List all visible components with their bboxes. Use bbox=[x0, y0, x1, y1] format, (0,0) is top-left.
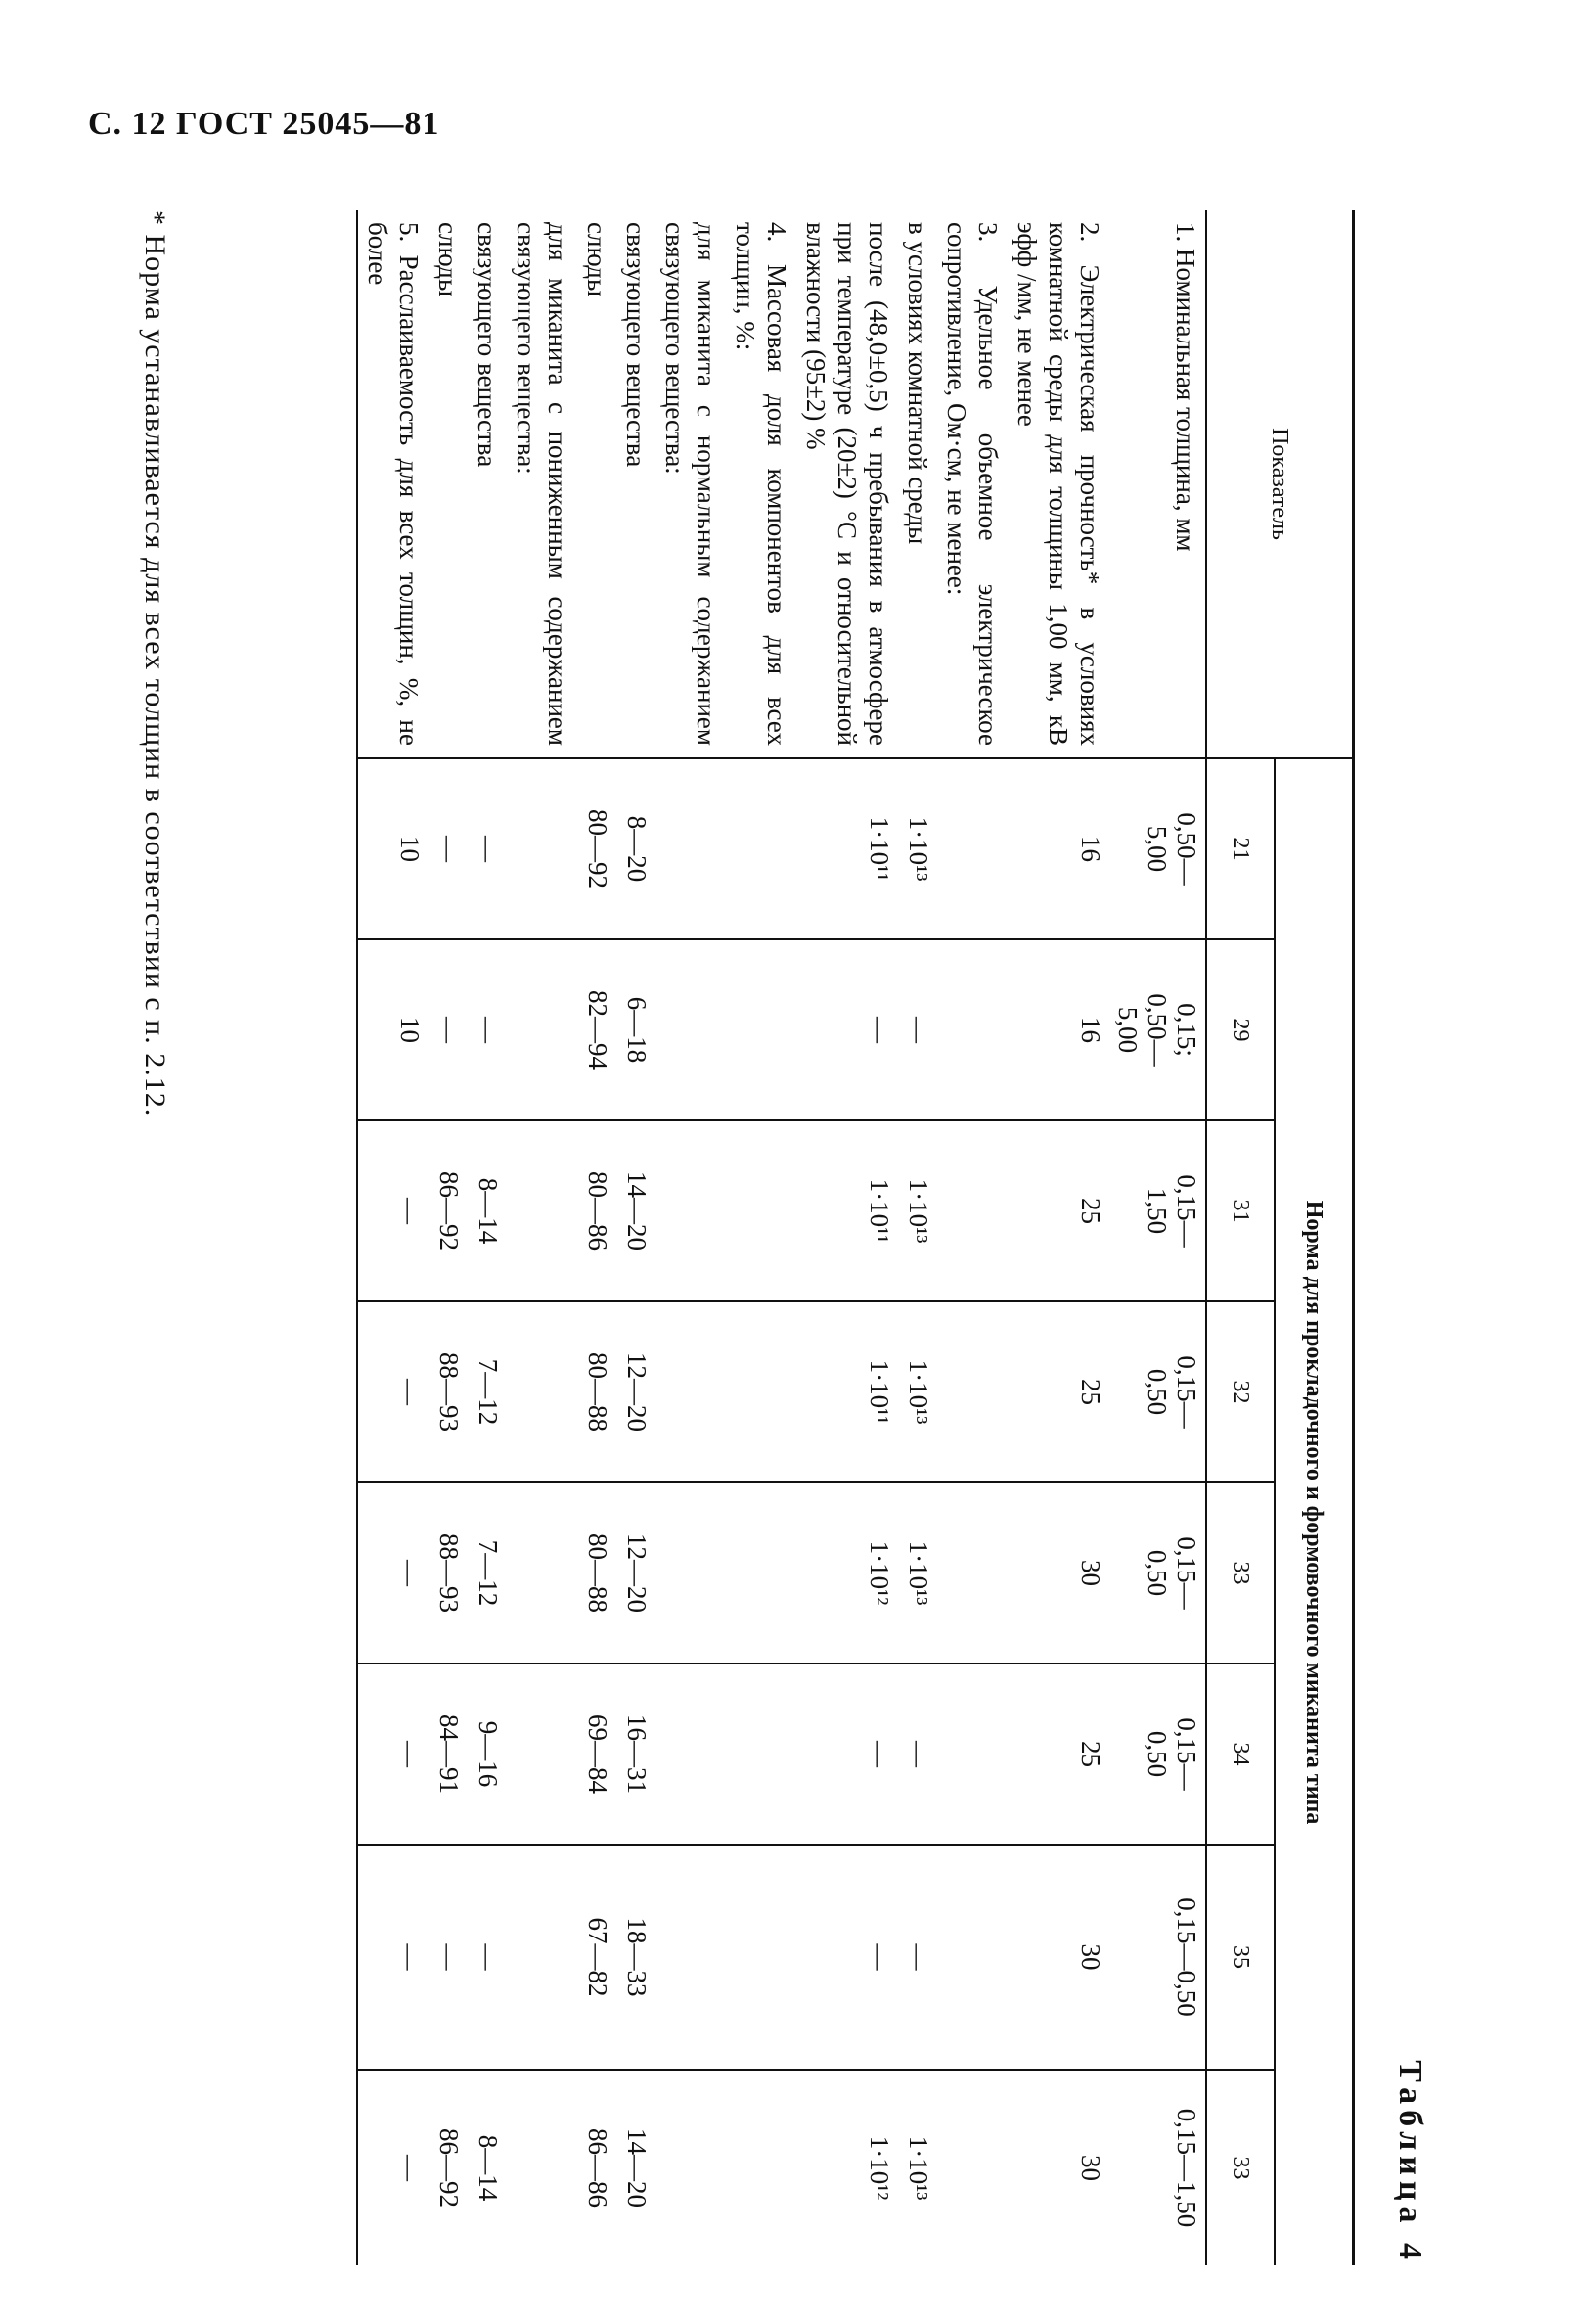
brand-header: 31 bbox=[1206, 1120, 1275, 1301]
value-cell bbox=[898, 758, 937, 939]
value-cell bbox=[937, 1301, 1008, 1482]
value-cell bbox=[898, 1482, 937, 1663]
value-cell bbox=[507, 1301, 577, 1482]
value-cell bbox=[1109, 1120, 1206, 1301]
table-body bbox=[357, 210, 1206, 2265]
value-cell bbox=[655, 1120, 726, 1301]
table-row bbox=[1109, 210, 1206, 2265]
value-cell bbox=[507, 1482, 577, 1663]
value-line: 0,50 bbox=[1143, 1368, 1172, 1416]
value-line: 0,15—1,50 bbox=[1172, 2108, 1201, 2228]
value-cell bbox=[898, 1663, 937, 1845]
value-cell bbox=[428, 1845, 468, 2070]
value-line: 0,50 bbox=[1143, 1549, 1172, 1597]
brand-header: 32 bbox=[1206, 1301, 1275, 1482]
value-cell bbox=[937, 1663, 1008, 1845]
value-line: 5,00 bbox=[1113, 1006, 1143, 1054]
value-cell bbox=[507, 1120, 577, 1301]
value-cell bbox=[428, 1482, 468, 1663]
value-line: — bbox=[904, 1741, 933, 1767]
brand-header: 29 bbox=[1206, 939, 1275, 1120]
table-row bbox=[468, 210, 507, 2265]
value-cell bbox=[468, 939, 507, 1120]
table-row bbox=[726, 210, 796, 2265]
indicator-label: слюды bbox=[428, 210, 468, 758]
value-cell bbox=[616, 2070, 655, 2265]
value-cell bbox=[937, 1845, 1008, 2070]
value-line: — bbox=[473, 1017, 503, 1043]
table-caption: Таблица 4 bbox=[1392, 2060, 1428, 2265]
table-row bbox=[357, 210, 428, 2265]
value-cell bbox=[1109, 1482, 1206, 1663]
value-line: 30 bbox=[1076, 1943, 1105, 1971]
value-cell bbox=[898, 2070, 937, 2265]
value-cell bbox=[937, 1120, 1008, 1301]
value-cell bbox=[507, 2070, 577, 2265]
value-line: — bbox=[904, 1943, 933, 1971]
value-line: 69—84 bbox=[583, 1714, 612, 1794]
value-cell bbox=[577, 939, 616, 1120]
value-line: — bbox=[473, 1943, 503, 1971]
value-cell bbox=[796, 2070, 898, 2265]
value-cell bbox=[1008, 1845, 1109, 2070]
value-cell bbox=[898, 1845, 937, 2070]
brand-header: 21 bbox=[1206, 758, 1275, 939]
value-line: — bbox=[434, 836, 464, 862]
value-cell bbox=[1008, 1482, 1109, 1663]
value-cell bbox=[655, 939, 726, 1120]
value-cell bbox=[898, 939, 937, 1120]
value-line: 1·10¹³ bbox=[904, 816, 933, 882]
indicator-label: связующего вещества bbox=[468, 210, 507, 758]
value-cell bbox=[468, 1120, 507, 1301]
value-cell bbox=[468, 758, 507, 939]
table-row bbox=[655, 210, 726, 2265]
value-line: 18—33 bbox=[622, 1917, 652, 1997]
value-cell bbox=[726, 758, 796, 939]
value-line: 1·10¹² bbox=[865, 1540, 894, 1606]
brand-header: 33 bbox=[1206, 2070, 1275, 2265]
value-line: — bbox=[395, 1379, 425, 1405]
value-cell bbox=[577, 758, 616, 939]
value-line: 8—20 bbox=[622, 815, 652, 883]
value-cell bbox=[796, 1845, 898, 2070]
value-cell bbox=[616, 758, 655, 939]
value-cell bbox=[1008, 1301, 1109, 1482]
value-cell bbox=[428, 1120, 468, 1301]
value-cell bbox=[577, 1482, 616, 1663]
value-cell bbox=[937, 939, 1008, 1120]
value-cell bbox=[577, 1120, 616, 1301]
value-line: 80—88 bbox=[583, 1533, 612, 1613]
value-line: 80—92 bbox=[583, 809, 612, 889]
indicator-label: 1. Номинальная толщина, мм bbox=[1109, 210, 1206, 758]
indicator-header: Показатель bbox=[1206, 210, 1354, 758]
value-line: 82—94 bbox=[583, 990, 612, 1070]
rotated-table-block bbox=[112, 210, 1428, 2265]
value-cell bbox=[937, 1482, 1008, 1663]
value-line: 5,00 bbox=[1143, 825, 1172, 873]
value-cell bbox=[1008, 758, 1109, 939]
value-cell bbox=[507, 1845, 577, 2070]
value-line: — bbox=[395, 1741, 425, 1767]
indicator-label: 3. Удельное объемное электрическое сопротивление, Ом·см, не менее: bbox=[937, 210, 1008, 758]
brand-header: 34 bbox=[1206, 1663, 1275, 1845]
value-cell bbox=[796, 1663, 898, 1845]
indicator-label: для миканита с нормальным содержанием связующего вещества: bbox=[655, 210, 726, 758]
value-cell bbox=[616, 1845, 655, 2070]
value-line: 14—20 bbox=[622, 2128, 652, 2209]
value-cell bbox=[577, 1663, 616, 1845]
value-cell bbox=[1109, 1845, 1206, 2070]
value-cell bbox=[655, 1845, 726, 2070]
value-cell bbox=[428, 1301, 468, 1482]
value-line: 25 bbox=[1076, 1741, 1105, 1767]
value-cell bbox=[937, 758, 1008, 939]
indicator-label: для миканита с пониженным содержанием связующего вещества: bbox=[507, 210, 577, 758]
value-line: 0,15— bbox=[1172, 1717, 1201, 1791]
value-line: 0,50 bbox=[1143, 1730, 1172, 1778]
value-cell bbox=[468, 1845, 507, 2070]
value-cell bbox=[655, 1663, 726, 1845]
value-cell bbox=[1109, 1663, 1206, 1845]
value-line: 0,50— bbox=[1143, 993, 1172, 1067]
value-line: 16 bbox=[1076, 1017, 1105, 1043]
indicator-label: 4. Массовая доля компонентов для всех толщин, %: bbox=[726, 210, 796, 758]
value-cell bbox=[357, 1845, 428, 2070]
table-row bbox=[796, 210, 898, 2265]
value-line: — bbox=[395, 2155, 425, 2182]
value-cell bbox=[796, 1120, 898, 1301]
value-line: 16 bbox=[1076, 836, 1105, 862]
value-line: 1·10¹³ bbox=[904, 1540, 933, 1606]
table-row bbox=[577, 210, 616, 2265]
value-cell bbox=[357, 2070, 428, 2265]
value-line: — bbox=[865, 1943, 894, 1971]
value-line: 12—20 bbox=[622, 1533, 652, 1613]
value-line: 8—14 bbox=[473, 1177, 503, 1245]
value-cell bbox=[1109, 1301, 1206, 1482]
page-header: С. 12 ГОСТ 25045—81 bbox=[88, 106, 440, 142]
value-line: 0,50— bbox=[1172, 812, 1201, 886]
value-line: 1,50 bbox=[1143, 1187, 1172, 1235]
table-row bbox=[428, 210, 468, 2265]
value-line: 0,15— bbox=[1172, 1174, 1201, 1248]
value-line: 80—86 bbox=[583, 1171, 612, 1251]
value-cell bbox=[726, 1845, 796, 2070]
value-line: 1·10¹³ bbox=[904, 1359, 933, 1425]
value-line: 0,15—0,50 bbox=[1172, 1897, 1201, 2017]
value-line: 1·10¹¹ bbox=[865, 1178, 894, 1244]
table-row bbox=[616, 210, 655, 2265]
value-cell bbox=[726, 1482, 796, 1663]
value-line: 25 bbox=[1076, 1379, 1105, 1405]
value-cell bbox=[507, 1663, 577, 1845]
indicator-label: связующего вещества bbox=[616, 210, 655, 758]
value-line: 86—86 bbox=[583, 2128, 612, 2209]
value-cell bbox=[726, 1301, 796, 1482]
value-cell bbox=[616, 939, 655, 1120]
value-line: — bbox=[395, 1560, 425, 1586]
value-cell bbox=[726, 1663, 796, 1845]
value-line: 1·10¹² bbox=[865, 2135, 894, 2201]
value-cell bbox=[507, 939, 577, 1120]
value-cell bbox=[937, 2070, 1008, 2265]
value-cell bbox=[616, 1482, 655, 1663]
value-cell bbox=[1109, 758, 1206, 939]
value-cell bbox=[655, 1482, 726, 1663]
value-cell bbox=[898, 1120, 937, 1301]
value-cell bbox=[428, 1663, 468, 1845]
value-line: 14—20 bbox=[622, 1171, 652, 1251]
value-cell bbox=[796, 1301, 898, 1482]
brand-header: 35 bbox=[1206, 1845, 1275, 2070]
value-line: 10 bbox=[395, 1017, 425, 1043]
value-cell bbox=[428, 939, 468, 1120]
value-line: 67—82 bbox=[583, 1917, 612, 1997]
value-line: 1·10¹¹ bbox=[865, 816, 894, 882]
value-cell bbox=[796, 758, 898, 939]
table-row bbox=[1008, 210, 1109, 2265]
indicator-label: слюды bbox=[577, 210, 616, 758]
value-cell bbox=[796, 1482, 898, 1663]
value-line: — bbox=[434, 1943, 464, 1971]
value-line: — bbox=[865, 1017, 894, 1043]
value-cell bbox=[468, 1482, 507, 1663]
value-cell bbox=[1008, 1663, 1109, 1845]
value-cell bbox=[655, 1301, 726, 1482]
value-cell bbox=[655, 758, 726, 939]
value-line: 1·10¹¹ bbox=[865, 1359, 894, 1425]
value-cell bbox=[468, 1301, 507, 1482]
norm-header: Норма для прокладочного и формовочного миканита типа bbox=[1275, 758, 1354, 2265]
value-cell bbox=[1109, 939, 1206, 1120]
value-line: 12—20 bbox=[622, 1352, 652, 1432]
value-line: 1·10¹³ bbox=[904, 2135, 933, 2201]
value-cell bbox=[616, 1301, 655, 1482]
value-cell bbox=[616, 1120, 655, 1301]
value-line: — bbox=[395, 1198, 425, 1224]
value-line: — bbox=[865, 1741, 894, 1767]
value-cell bbox=[1109, 2070, 1206, 2265]
value-line: 0,15— bbox=[1172, 1355, 1201, 1429]
value-cell bbox=[577, 1301, 616, 1482]
value-cell bbox=[428, 758, 468, 939]
value-cell bbox=[357, 1482, 428, 1663]
value-cell bbox=[796, 939, 898, 1120]
indicator-label: 5. Расслаиваемость для всех толщин, %, не более bbox=[357, 210, 428, 758]
value-line: 1·10¹³ bbox=[904, 1178, 933, 1244]
value-cell bbox=[428, 2070, 468, 2265]
value-line: — bbox=[473, 836, 503, 862]
value-line: 84—91 bbox=[434, 1714, 464, 1794]
value-cell bbox=[1008, 939, 1109, 1120]
value-line: — bbox=[395, 1943, 425, 1971]
norms-table bbox=[356, 210, 1355, 2265]
value-cell bbox=[616, 1663, 655, 1845]
value-cell bbox=[357, 1663, 428, 1845]
value-line: — bbox=[434, 1017, 464, 1043]
value-line: 7—12 bbox=[473, 1358, 503, 1426]
value-cell bbox=[357, 939, 428, 1120]
value-cell bbox=[468, 2070, 507, 2265]
value-line: 0,15— bbox=[1172, 1536, 1201, 1610]
value-cell bbox=[577, 1845, 616, 2070]
value-line: 16—31 bbox=[622, 1714, 652, 1794]
value-cell bbox=[655, 2070, 726, 2265]
value-cell bbox=[357, 758, 428, 939]
value-line: 25 bbox=[1076, 1198, 1105, 1224]
value-cell bbox=[357, 1301, 428, 1482]
value-line: 88—93 bbox=[434, 1352, 464, 1432]
value-line: 9—16 bbox=[473, 1720, 503, 1788]
value-line: 80—88 bbox=[583, 1352, 612, 1432]
value-cell bbox=[357, 1120, 428, 1301]
value-line: — bbox=[904, 1017, 933, 1043]
value-cell bbox=[898, 1301, 937, 1482]
table-row bbox=[937, 210, 1008, 2265]
indicator-label: 2. Электрическая прочность* в условиях комнатной среды для толщины 1,00 мм, кВ эфф /мм, не менее bbox=[1008, 210, 1109, 758]
value-line: 88—93 bbox=[434, 1533, 464, 1613]
value-cell bbox=[726, 1120, 796, 1301]
value-cell bbox=[726, 2070, 796, 2265]
footnote: * Норма устанавливается для всех толщин в соответствии с п. 2.12. bbox=[139, 210, 171, 1117]
brand-header: 33 bbox=[1206, 1482, 1275, 1663]
value-line: 30 bbox=[1076, 1560, 1105, 1586]
value-line: 6—18 bbox=[622, 996, 652, 1064]
value-line: 86—92 bbox=[434, 1171, 464, 1251]
value-cell bbox=[468, 1663, 507, 1845]
value-line: 10 bbox=[395, 836, 425, 862]
value-line: 7—12 bbox=[473, 1539, 503, 1607]
value-line: 86—92 bbox=[434, 2128, 464, 2209]
value-line: 30 bbox=[1076, 2155, 1105, 2182]
indicator-label: в условиях комнатной среды bbox=[898, 210, 937, 758]
indicator-label: после (48,0±0,5) ч пребывания в атмосфере при температуре (20±2) °С и относительной влажности (95±2) % bbox=[796, 210, 898, 758]
value-line: 8—14 bbox=[473, 2134, 503, 2202]
value-line: 0,15; bbox=[1172, 1003, 1201, 1057]
value-cell bbox=[577, 2070, 616, 2265]
value-cell bbox=[1008, 1120, 1109, 1301]
table-row bbox=[507, 210, 577, 2265]
value-cell bbox=[507, 758, 577, 939]
value-cell bbox=[1008, 2070, 1109, 2265]
value-cell bbox=[726, 939, 796, 1120]
table-row bbox=[898, 210, 937, 2265]
